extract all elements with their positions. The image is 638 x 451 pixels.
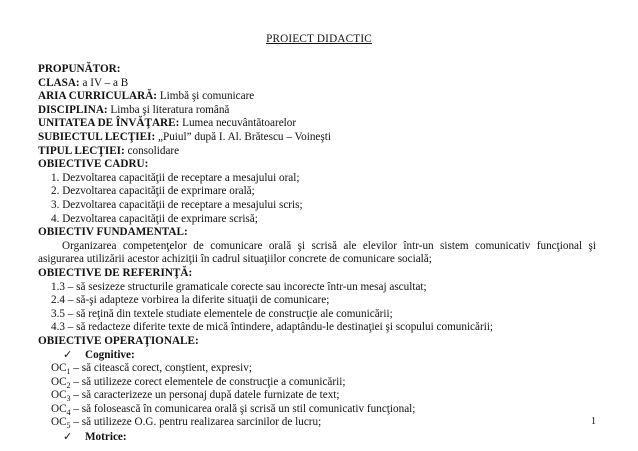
subheading-label: Motrice: (85, 431, 127, 444)
list-item (38, 389, 596, 403)
oc-code: OC (51, 402, 67, 415)
section-heading-operationale: OBIECTIVE OPERAŢIONALE: (38, 334, 199, 347)
oc-code: OC (51, 362, 67, 375)
header-value: a IV – a B (79, 76, 129, 89)
section-heading-referinta: OBIECTIVE DE REFERINŢĂ: (38, 266, 193, 279)
header-label: ARIA CURRICULARĂ: (38, 90, 158, 103)
oc-index: 5 (66, 421, 71, 431)
header-unitatea (38, 117, 596, 131)
oc-text: – să utilizeze O.G. pentru realizarea sarcinilor de lucru; (70, 416, 322, 429)
oc-code: OC (51, 375, 67, 388)
checkmark-icon: ✓ (63, 348, 73, 362)
oc-text: – să citească corect, conştient, expresiv; (70, 362, 252, 375)
oc-index: 3 (66, 394, 71, 404)
fundamental-paragraph: Organizarea competenţelor de comunicare orală şi scrisă ale elevilor într-un sistem comunicativ funcţional şi asigurarea utilizării acestor achiziţii în cadrul situaţiilor concrete de comunicare socială; (38, 239, 596, 266)
oc-index: 2 (66, 380, 71, 390)
oc-code: OC (51, 416, 67, 429)
header-label: CLASA: (38, 76, 80, 89)
header-subiectul (38, 131, 596, 145)
header-aria (38, 90, 596, 104)
header-disciplina (38, 104, 596, 118)
oc-text: – să caracterizeze un personaj după datele furnizate de text; (70, 389, 340, 402)
list-item: 2.4 – să-şi adapteze vorbirea la diferite situaţii de comunicare; (51, 294, 330, 307)
header-propunator (38, 63, 596, 77)
header-tipul (38, 145, 596, 159)
header-label: PROPUNĂTOR: (38, 63, 121, 75)
header-value: consolidare (124, 144, 180, 157)
header-clasa (38, 77, 596, 91)
section-heading-cadru: OBIECTIVE CADRU: (38, 158, 149, 171)
document-title: PROIECT DIDACTIC (266, 33, 372, 45)
header-value: Lumea necuvântătoarelor (179, 117, 297, 130)
oc-index: 4 (66, 408, 71, 418)
header-value: Limba şi literatura română (107, 103, 230, 116)
header-label: UNITATEA DE ÎNVĂŢARE: (38, 117, 180, 130)
oc-index: 1 (66, 367, 71, 377)
list-item: 3. Dezvoltarea capacităţii de receptare a mesajului scris; (51, 198, 303, 211)
list-item: 4. Dezvoltarea capacităţii de exprimare scrisă; (51, 212, 258, 225)
oc-text: – să utilizeze corect elementele de construcţie a comunicării; (70, 375, 346, 388)
document-body (38, 63, 596, 444)
list-item: 1.3 – să sesizeze structurile gramaticale corecte sau incorecte într-un mesaj ascultat; (51, 280, 427, 293)
list-item: 1. Dezvoltarea capacităţii de receptare a mesajului oral; (51, 171, 300, 184)
header-label: SUBIECTUL LECŢIEI: (38, 130, 156, 143)
checkmark-icon: ✓ (63, 430, 73, 444)
list-item (38, 416, 596, 430)
header-label: TIPUL LECŢIEI: (38, 144, 125, 157)
header-value: Limbă şi comunicare (157, 90, 255, 103)
page-number: 1 (591, 416, 596, 427)
list-item (38, 376, 596, 390)
subheading-label: Cognitive: (85, 349, 135, 362)
list-item: 2. Dezvoltarea capacităţii de exprimare orală; (51, 185, 255, 198)
header-value: „Puiul” după I. Al. Brătescu – Voineşti (155, 130, 331, 143)
section-heading-fundamental: OBIECTIV FUNDAMENTAL: (38, 226, 188, 239)
list-item (38, 403, 596, 417)
header-label: DISCIPLINA: (38, 103, 108, 116)
list-item (38, 362, 596, 376)
subheading-motrice (38, 430, 596, 444)
list-item: 3.5 – să reţină din textele studiate elementele de construcţie ale comunicării; (51, 307, 393, 320)
oc-code: OC (51, 389, 67, 402)
list-item: 4.3 – să redacteze diferite texte de mică întindere, adaptându-le destinaţiei şi scopului comunicării; (51, 321, 494, 334)
subheading-cognitive (38, 348, 596, 362)
oc-text: – să folosească în comunicarea orală şi scrisă un stil comunicativ funcţional; (70, 402, 416, 415)
